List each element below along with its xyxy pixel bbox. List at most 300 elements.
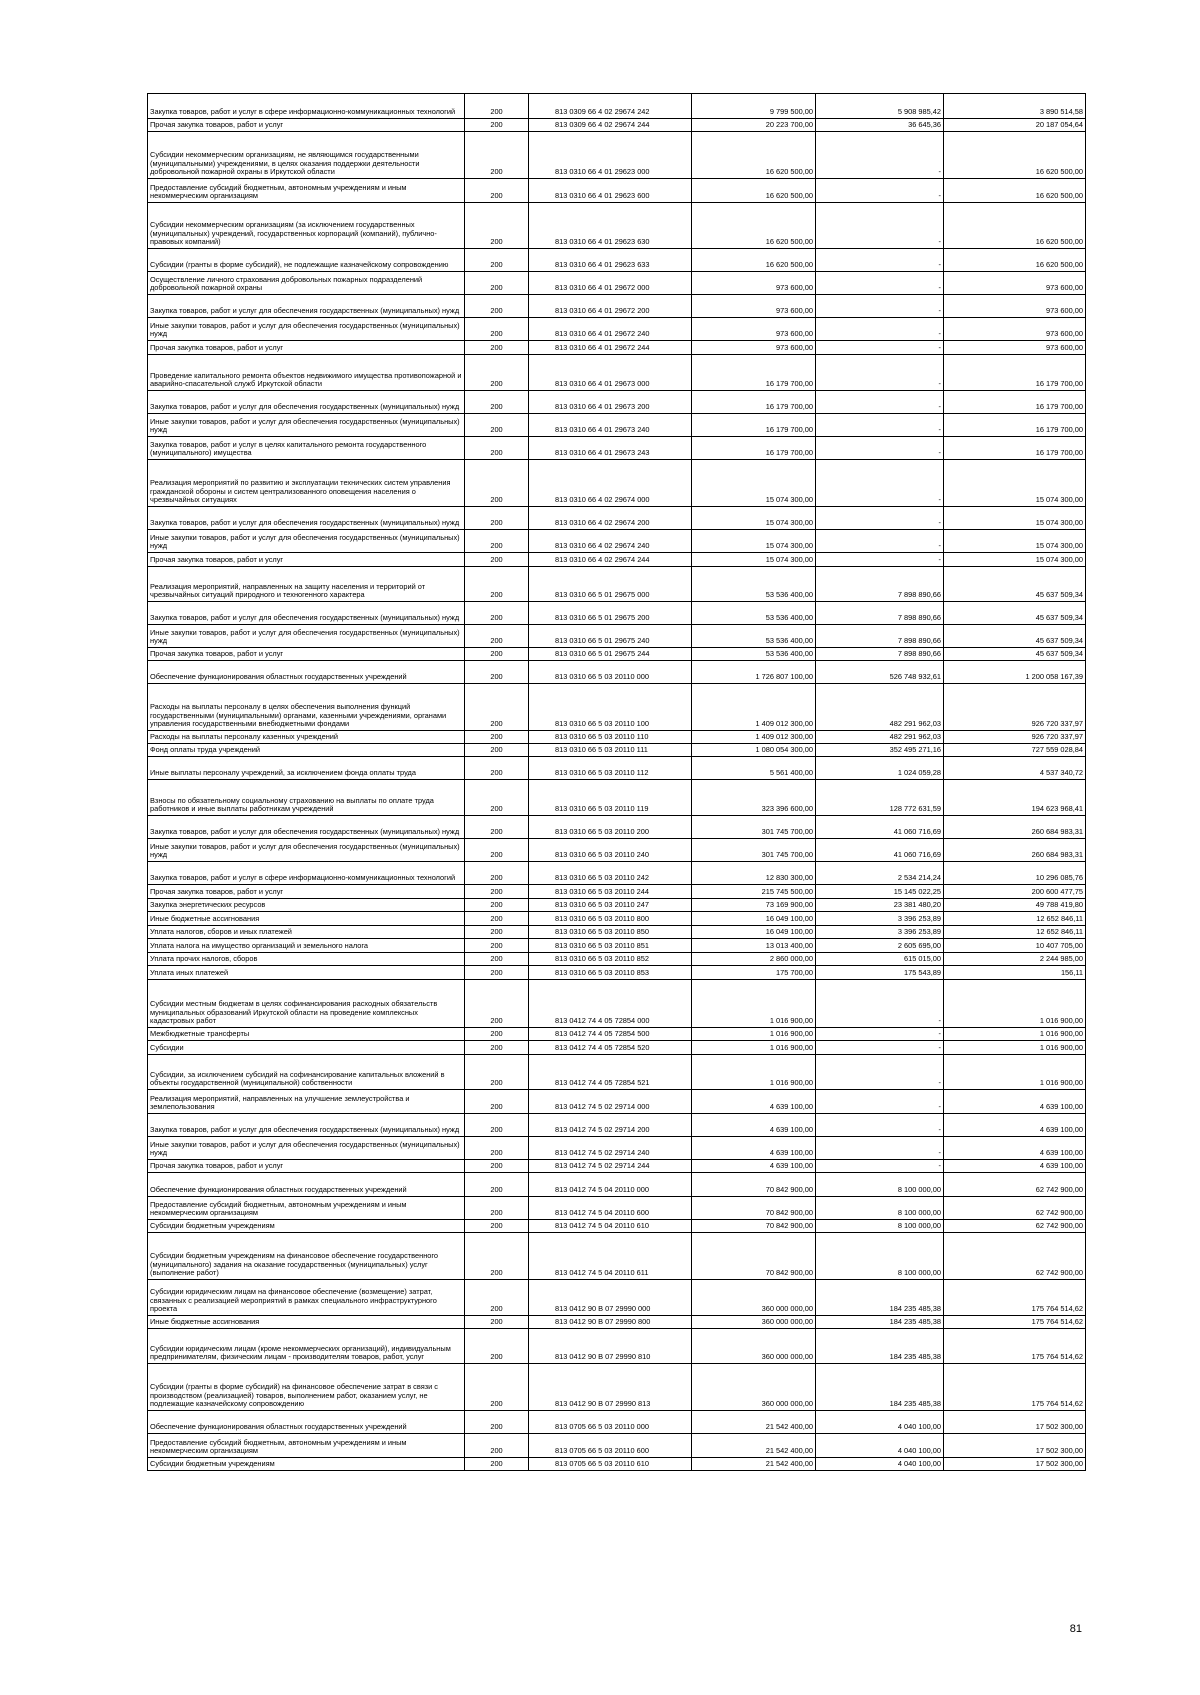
- row-name: Закупка товаров, работ и услуг для обеспечения государственных (муниципальных) нужд: [148, 391, 465, 414]
- row-approved-amount: 15 074 300,00: [692, 553, 816, 567]
- row-approved-amount: 53 536 400,00: [692, 602, 816, 625]
- row-name: Закупка товаров, работ и услуг для обеспечения государственных (муниципальных) нужд: [148, 295, 465, 318]
- row-remaining-amount: 45 637 509,34: [944, 567, 1086, 602]
- row-name: Фонд оплаты труда учреждений: [148, 744, 465, 757]
- row-executed-amount: -: [816, 272, 944, 295]
- row-remaining-amount: 1 016 900,00: [944, 1028, 1086, 1041]
- row-approved-amount: 360 000 000,00: [692, 1364, 816, 1411]
- row-code: 200: [465, 1458, 529, 1471]
- row-approved-amount: 70 842 900,00: [692, 1220, 816, 1233]
- row-remaining-amount: 973 600,00: [944, 272, 1086, 295]
- row-approved-amount: 1 016 900,00: [692, 1055, 816, 1090]
- row-remaining-amount: 1 200 058 167,39: [944, 661, 1086, 684]
- row-budget-code: 813 0412 90 В 07 29990 813: [529, 1364, 692, 1411]
- table-row: [148, 839, 1086, 862]
- table-row: [148, 530, 1086, 553]
- row-executed-amount: 482 291 962,03: [816, 684, 944, 731]
- row-executed-amount: -: [816, 391, 944, 414]
- row-approved-amount: 360 000 000,00: [692, 1329, 816, 1364]
- row-budget-code: 813 0310 66 5 03 20110 853: [529, 966, 692, 980]
- table-row: [148, 661, 1086, 684]
- row-remaining-amount: 15 074 300,00: [944, 460, 1086, 507]
- row-code: 200: [465, 980, 529, 1028]
- row-code: 200: [465, 816, 529, 839]
- row-approved-amount: 15 074 300,00: [692, 460, 816, 507]
- row-budget-code: 813 0310 66 4 01 29623 600: [529, 179, 692, 203]
- table-row: [148, 1411, 1086, 1434]
- row-executed-amount: -: [816, 530, 944, 553]
- row-executed-amount: 4 040 100,00: [816, 1434, 944, 1458]
- row-remaining-amount: 16 179 700,00: [944, 437, 1086, 460]
- row-remaining-amount: 15 074 300,00: [944, 507, 1086, 530]
- table-row: [148, 341, 1086, 355]
- row-name: Реализация мероприятий, направленных на улучшение землеустройства и землепользования: [148, 1090, 465, 1114]
- table-row: [148, 203, 1086, 249]
- table-row: [148, 132, 1086, 179]
- row-budget-code: 813 0310 66 4 01 29623 630: [529, 203, 692, 249]
- row-name: Уплата налогов, сборов и иных платежей: [148, 926, 465, 939]
- row-executed-amount: 482 291 962,03: [816, 731, 944, 744]
- row-budget-code: 813 0310 66 4 02 29674 244: [529, 553, 692, 567]
- row-remaining-amount: 15 074 300,00: [944, 530, 1086, 553]
- row-executed-amount: -: [816, 553, 944, 567]
- row-budget-code: 813 0310 66 4 01 29672 240: [529, 318, 692, 341]
- row-budget-code: 813 0310 66 5 03 20110 200: [529, 816, 692, 839]
- table-row: [148, 1028, 1086, 1041]
- row-code: 200: [465, 249, 529, 272]
- row-name: Иные закупки товаров, работ и услуг для обеспечения государственных (муниципальных) нужд: [148, 414, 465, 437]
- row-remaining-amount: 17 502 300,00: [944, 1434, 1086, 1458]
- row-approved-amount: 73 169 900,00: [692, 899, 816, 912]
- row-executed-amount: 5 908 985,42: [816, 94, 944, 119]
- page-number: 81: [1069, 1623, 1082, 1635]
- row-remaining-amount: 260 684 983,31: [944, 839, 1086, 862]
- row-code: 200: [465, 744, 529, 757]
- row-name: Закупка товаров, работ и услуг для обеспечения государственных (муниципальных) нужд: [148, 507, 465, 530]
- table-row: [148, 912, 1086, 926]
- row-code: 200: [465, 1090, 529, 1114]
- row-remaining-amount: 2 244 985,00: [944, 953, 1086, 966]
- table-row: [148, 966, 1086, 980]
- row-remaining-amount: 62 742 900,00: [944, 1233, 1086, 1280]
- row-code: 200: [465, 553, 529, 567]
- row-executed-amount: -: [816, 203, 944, 249]
- row-executed-amount: -: [816, 980, 944, 1028]
- row-code: 200: [465, 602, 529, 625]
- row-executed-amount: -: [816, 1160, 944, 1173]
- row-approved-amount: 53 536 400,00: [692, 567, 816, 602]
- row-name: Закупка товаров, работ и услуг в целях капитального ремонта государственного (муниципального) имущества: [148, 437, 465, 460]
- row-budget-code: 813 0310 66 5 03 20110 851: [529, 939, 692, 953]
- row-name: Обеспечение функционирования областных государственных учреждений: [148, 661, 465, 684]
- row-remaining-amount: 45 637 509,34: [944, 602, 1086, 625]
- row-approved-amount: 973 600,00: [692, 272, 816, 295]
- table-row: [148, 1055, 1086, 1090]
- row-budget-code: 813 0310 66 5 03 20110 800: [529, 912, 692, 926]
- row-approved-amount: 13 013 400,00: [692, 939, 816, 953]
- table-body: [148, 94, 1086, 1471]
- row-remaining-amount: 45 637 509,34: [944, 648, 1086, 661]
- row-name: Закупка товаров, работ и услуг для обеспечения государственных (муниципальных) нужд: [148, 816, 465, 839]
- row-remaining-amount: 175 764 514,62: [944, 1316, 1086, 1329]
- row-code: 200: [465, 119, 529, 132]
- row-approved-amount: 1 016 900,00: [692, 980, 816, 1028]
- table-row: [148, 1220, 1086, 1233]
- row-approved-amount: 16 049 100,00: [692, 926, 816, 939]
- row-executed-amount: -: [816, 318, 944, 341]
- row-approved-amount: 973 600,00: [692, 341, 816, 355]
- row-approved-amount: 15 074 300,00: [692, 507, 816, 530]
- row-code: 200: [465, 318, 529, 341]
- row-executed-amount: 184 235 485,38: [816, 1316, 944, 1329]
- row-approved-amount: 70 842 900,00: [692, 1233, 816, 1280]
- row-approved-amount: 323 396 600,00: [692, 780, 816, 816]
- row-executed-amount: -: [816, 179, 944, 203]
- row-executed-amount: 352 495 271,16: [816, 744, 944, 757]
- row-budget-code: 813 0310 66 5 03 20110 119: [529, 780, 692, 816]
- row-approved-amount: 5 561 400,00: [692, 757, 816, 780]
- row-budget-code: 813 0412 90 В 07 29990 810: [529, 1329, 692, 1364]
- row-approved-amount: 4 639 100,00: [692, 1137, 816, 1160]
- row-name: Субсидии: [148, 1041, 465, 1055]
- row-name: Реализация мероприятий по развитию и эксплуатации технических систем управления гражданской обороны и систем централизованного оповещения населения о чрезвычайных ситуациях: [148, 460, 465, 507]
- row-remaining-amount: 15 074 300,00: [944, 553, 1086, 567]
- row-name: Субсидии бюджетным учреждениям: [148, 1458, 465, 1471]
- row-remaining-amount: 175 764 514,62: [944, 1280, 1086, 1316]
- row-code: 200: [465, 1197, 529, 1220]
- row-budget-code: 813 0310 66 5 03 20110 000: [529, 661, 692, 684]
- table-row: [148, 179, 1086, 203]
- row-name: Иные выплаты персоналу учреждений, за исключением фонда оплаты труда: [148, 757, 465, 780]
- row-remaining-amount: 4 639 100,00: [944, 1160, 1086, 1173]
- row-remaining-amount: 45 637 509,34: [944, 625, 1086, 648]
- row-code: 200: [465, 1114, 529, 1137]
- table-row: [148, 648, 1086, 661]
- row-code: 200: [465, 1233, 529, 1280]
- row-executed-amount: -: [816, 295, 944, 318]
- row-name: Субсидии (гранты в форме субсидий), не подлежащие казначейскому сопровождению: [148, 249, 465, 272]
- row-remaining-amount: 156,11: [944, 966, 1086, 980]
- row-executed-amount: 184 235 485,38: [816, 1329, 944, 1364]
- table-row: [148, 1197, 1086, 1220]
- row-budget-code: 813 0412 74 5 02 29714 240: [529, 1137, 692, 1160]
- row-approved-amount: 973 600,00: [692, 295, 816, 318]
- row-approved-amount: 16 620 500,00: [692, 203, 816, 249]
- row-code: 200: [465, 862, 529, 885]
- row-remaining-amount: 17 502 300,00: [944, 1458, 1086, 1471]
- row-remaining-amount: 4 639 100,00: [944, 1137, 1086, 1160]
- table-row: [148, 953, 1086, 966]
- row-code: 200: [465, 926, 529, 939]
- row-code: 200: [465, 1364, 529, 1411]
- row-approved-amount: 53 536 400,00: [692, 648, 816, 661]
- row-executed-amount: -: [816, 1028, 944, 1041]
- row-name: Прочая закупка товаров, работ и услуг: [148, 1160, 465, 1173]
- row-executed-amount: 8 100 000,00: [816, 1233, 944, 1280]
- row-remaining-amount: 20 187 054,64: [944, 119, 1086, 132]
- row-code: 200: [465, 391, 529, 414]
- table-row: [148, 1316, 1086, 1329]
- row-name: Закупка товаров, работ и услуг в сфере информационно-коммуникационных технологий: [148, 862, 465, 885]
- row-executed-amount: -: [816, 1090, 944, 1114]
- row-budget-code: 813 0412 74 5 04 20110 000: [529, 1173, 692, 1197]
- row-executed-amount: -: [816, 507, 944, 530]
- row-name: Прочая закупка товаров, работ и услуг: [148, 341, 465, 355]
- row-remaining-amount: 260 684 983,31: [944, 816, 1086, 839]
- row-executed-amount: -: [816, 437, 944, 460]
- row-executed-amount: 8 100 000,00: [816, 1173, 944, 1197]
- row-remaining-amount: 1 016 900,00: [944, 1041, 1086, 1055]
- row-code: 200: [465, 1160, 529, 1173]
- row-budget-code: 813 0412 74 5 02 29714 244: [529, 1160, 692, 1173]
- row-approved-amount: 20 223 700,00: [692, 119, 816, 132]
- row-approved-amount: 9 799 500,00: [692, 94, 816, 119]
- row-executed-amount: 8 100 000,00: [816, 1220, 944, 1233]
- row-code: 200: [465, 912, 529, 926]
- row-code: 200: [465, 731, 529, 744]
- row-name: Иные закупки товаров, работ и услуг для обеспечения государственных (муниципальных) нужд: [148, 839, 465, 862]
- row-budget-code: 813 0705 66 5 03 20110 610: [529, 1458, 692, 1471]
- row-executed-amount: 526 748 932,61: [816, 661, 944, 684]
- row-name: Обеспечение функционирования областных государственных учреждений: [148, 1173, 465, 1197]
- row-code: 200: [465, 953, 529, 966]
- row-code: 200: [465, 507, 529, 530]
- row-budget-code: 813 0310 66 4 02 29674 240: [529, 530, 692, 553]
- row-approved-amount: 4 639 100,00: [692, 1114, 816, 1137]
- row-name: Закупка товаров, работ и услуг для обеспечения государственных (муниципальных) нужд: [148, 602, 465, 625]
- row-name: Закупка товаров, работ и услуг для обеспечения государственных (муниципальных) нужд: [148, 1114, 465, 1137]
- row-budget-code: 813 0412 74 5 04 20110 610: [529, 1220, 692, 1233]
- row-executed-amount: 7 898 890,66: [816, 602, 944, 625]
- row-budget-code: 813 0310 66 5 03 20110 850: [529, 926, 692, 939]
- row-approved-amount: 1 016 900,00: [692, 1041, 816, 1055]
- row-budget-code: 813 0310 66 5 03 20110 240: [529, 839, 692, 862]
- row-budget-code: 813 0412 90 В 07 29990 000: [529, 1280, 692, 1316]
- table-row: [148, 780, 1086, 816]
- row-executed-amount: 41 060 716,69: [816, 816, 944, 839]
- row-approved-amount: 16 179 700,00: [692, 437, 816, 460]
- table-row: [148, 899, 1086, 912]
- table-row: [148, 1173, 1086, 1197]
- row-remaining-amount: 10 407 705,00: [944, 939, 1086, 953]
- row-executed-amount: -: [816, 132, 944, 179]
- row-name: Предоставление субсидий бюджетным, автономным учреждениям и иным некоммерческим организациям: [148, 1197, 465, 1220]
- row-code: 200: [465, 355, 529, 391]
- row-budget-code: 813 0310 66 4 01 29673 200: [529, 391, 692, 414]
- table-row: [148, 1434, 1086, 1458]
- row-budget-code: 813 0412 74 4 05 72854 500: [529, 1028, 692, 1041]
- row-code: 200: [465, 295, 529, 318]
- row-executed-amount: 7 898 890,66: [816, 567, 944, 602]
- row-name: Обеспечение функционирования областных государственных учреждений: [148, 1411, 465, 1434]
- row-approved-amount: 21 542 400,00: [692, 1434, 816, 1458]
- row-name: Субсидии некоммерческим организациям (за исключением государственных (муниципальных) учреждений, государственных корпораций (компаний), публично-правовых компаний): [148, 203, 465, 249]
- table-row: [148, 249, 1086, 272]
- table-row: [148, 816, 1086, 839]
- table-row: [148, 602, 1086, 625]
- row-remaining-amount: 727 559 028,84: [944, 744, 1086, 757]
- row-executed-amount: -: [816, 1055, 944, 1090]
- row-remaining-amount: 10 296 085,76: [944, 862, 1086, 885]
- row-name: Прочая закупка товаров, работ и услуг: [148, 553, 465, 567]
- row-code: 200: [465, 341, 529, 355]
- row-executed-amount: 15 145 022,25: [816, 885, 944, 899]
- row-name: Проведение капитального ремонта объектов недвижимого имущества противопожарной и аварийно-спасательной служб Иркутской области: [148, 355, 465, 391]
- table-row: [148, 119, 1086, 132]
- row-budget-code: 813 0310 66 4 02 29674 200: [529, 507, 692, 530]
- row-name: Межбюджетные трансферты: [148, 1028, 465, 1041]
- table-row: [148, 757, 1086, 780]
- row-code: 200: [465, 437, 529, 460]
- row-budget-code: 813 0310 66 5 03 20110 244: [529, 885, 692, 899]
- row-budget-code: 813 0310 66 5 01 29675 240: [529, 625, 692, 648]
- row-remaining-amount: 175 764 514,62: [944, 1329, 1086, 1364]
- row-approved-amount: 16 179 700,00: [692, 414, 816, 437]
- row-remaining-amount: 16 620 500,00: [944, 179, 1086, 203]
- table-row: [148, 355, 1086, 391]
- row-approved-amount: 1 726 807 100,00: [692, 661, 816, 684]
- row-remaining-amount: 3 890 514,58: [944, 94, 1086, 119]
- row-budget-code: 813 0310 66 5 03 20110 111: [529, 744, 692, 757]
- row-approved-amount: 16 620 500,00: [692, 249, 816, 272]
- row-budget-code: 813 0412 90 В 07 29990 800: [529, 1316, 692, 1329]
- row-executed-amount: -: [816, 414, 944, 437]
- row-remaining-amount: 973 600,00: [944, 341, 1086, 355]
- row-name: Субсидии местным бюджетам в целях софинансирования расходных обязательств муниципальных образований Иркутской области на проведение комплексных кадастровых работ: [148, 980, 465, 1028]
- row-remaining-amount: 973 600,00: [944, 295, 1086, 318]
- row-code: 200: [465, 684, 529, 731]
- table-row: [148, 318, 1086, 341]
- row-budget-code: 813 0310 66 4 01 29623 633: [529, 249, 692, 272]
- row-approved-amount: 70 842 900,00: [692, 1197, 816, 1220]
- table-row: [148, 625, 1086, 648]
- row-remaining-amount: 16 620 500,00: [944, 132, 1086, 179]
- table-row: [148, 507, 1086, 530]
- row-remaining-amount: 62 742 900,00: [944, 1173, 1086, 1197]
- row-code: 200: [465, 1028, 529, 1041]
- row-budget-code: 813 0310 66 4 02 29674 000: [529, 460, 692, 507]
- row-code: 200: [465, 414, 529, 437]
- row-approved-amount: 70 842 900,00: [692, 1173, 816, 1197]
- row-code: 200: [465, 661, 529, 684]
- row-executed-amount: -: [816, 341, 944, 355]
- row-approved-amount: 16 049 100,00: [692, 912, 816, 926]
- row-name: Субсидии, за исключением субсидий на софинансирование капитальных вложений в объекты государственной (муниципальной) собственности: [148, 1055, 465, 1090]
- row-approved-amount: 21 542 400,00: [692, 1411, 816, 1434]
- table-row: [148, 1458, 1086, 1471]
- row-code: 200: [465, 1041, 529, 1055]
- row-name: Уплата прочих налогов, сборов: [148, 953, 465, 966]
- row-executed-amount: 3 396 253,89: [816, 912, 944, 926]
- row-name: Иные закупки товаров, работ и услуг для обеспечения государственных (муниципальных) нужд: [148, 318, 465, 341]
- table-row: [148, 567, 1086, 602]
- row-remaining-amount: 926 720 337,97: [944, 684, 1086, 731]
- row-name: Закупка энергетических ресурсов: [148, 899, 465, 912]
- row-approved-amount: 360 000 000,00: [692, 1316, 816, 1329]
- row-approved-amount: 16 179 700,00: [692, 391, 816, 414]
- row-approved-amount: 21 542 400,00: [692, 1458, 816, 1471]
- row-name: Субсидии (гранты в форме субсидий) на финансовое обеспечение затрат в связи с производством (реализацией) товаров, выполнением работ, оказанием услуг, не подлежащие казначейскому сопровождению: [148, 1364, 465, 1411]
- row-executed-amount: 128 772 631,59: [816, 780, 944, 816]
- table-row: [148, 1160, 1086, 1173]
- row-code: 200: [465, 625, 529, 648]
- row-code: 200: [465, 1411, 529, 1434]
- table-row: [148, 744, 1086, 757]
- row-executed-amount: 615 015,00: [816, 953, 944, 966]
- row-approved-amount: 301 745 700,00: [692, 816, 816, 839]
- row-name: Субсидии юридическим лицам на финансовое обеспечение (возмещение) затрат, связанных с реализацией мероприятий в рамках специального инфраструктурного проекта: [148, 1280, 465, 1316]
- table-row: [148, 414, 1086, 437]
- row-approved-amount: 12 830 300,00: [692, 862, 816, 885]
- row-budget-code: 813 0705 66 5 03 20110 600: [529, 1434, 692, 1458]
- table-row: [148, 1329, 1086, 1364]
- row-name: Иные бюджетные ассигнования: [148, 1316, 465, 1329]
- row-budget-code: 813 0310 66 4 01 29673 243: [529, 437, 692, 460]
- row-executed-amount: 184 235 485,38: [816, 1280, 944, 1316]
- row-approved-amount: 15 074 300,00: [692, 530, 816, 553]
- row-approved-amount: 1 016 900,00: [692, 1028, 816, 1041]
- row-remaining-amount: 4 537 340,72: [944, 757, 1086, 780]
- row-approved-amount: 53 536 400,00: [692, 625, 816, 648]
- table-row: [148, 926, 1086, 939]
- row-remaining-amount: 194 623 968,41: [944, 780, 1086, 816]
- table-row: [148, 1090, 1086, 1114]
- row-budget-code: 813 0705 66 5 03 20110 000: [529, 1411, 692, 1434]
- row-code: 200: [465, 1329, 529, 1364]
- row-executed-amount: -: [816, 249, 944, 272]
- table-row: [148, 460, 1086, 507]
- row-remaining-amount: 4 639 100,00: [944, 1090, 1086, 1114]
- row-budget-code: 813 0310 66 5 03 20110 100: [529, 684, 692, 731]
- row-code: 200: [465, 94, 529, 119]
- row-approved-amount: 16 620 500,00: [692, 179, 816, 203]
- row-code: 200: [465, 272, 529, 295]
- row-name: Субсидии бюджетным учреждениям на финансовое обеспечение государственного (муниципального) задания на оказание государственных (муниципальных) услуг (выполнение работ): [148, 1233, 465, 1280]
- row-code: 200: [465, 132, 529, 179]
- row-executed-amount: 23 381 480,20: [816, 899, 944, 912]
- row-remaining-amount: 200 600 477,75: [944, 885, 1086, 899]
- row-approved-amount: 360 000 000,00: [692, 1280, 816, 1316]
- row-remaining-amount: 16 179 700,00: [944, 414, 1086, 437]
- table-row: [148, 939, 1086, 953]
- row-remaining-amount: 12 652 846,11: [944, 926, 1086, 939]
- row-approved-amount: 215 745 500,00: [692, 885, 816, 899]
- table-row: [148, 684, 1086, 731]
- row-executed-amount: -: [816, 355, 944, 391]
- row-approved-amount: 1 409 012 300,00: [692, 684, 816, 731]
- row-name: Уплата иных платежей: [148, 966, 465, 980]
- row-remaining-amount: 1 016 900,00: [944, 980, 1086, 1028]
- row-executed-amount: 175 543,89: [816, 966, 944, 980]
- row-code: 200: [465, 1316, 529, 1329]
- row-budget-code: 813 0310 66 4 01 29623 000: [529, 132, 692, 179]
- row-budget-code: 813 0310 66 5 01 29675 244: [529, 648, 692, 661]
- row-budget-code: 813 0310 66 4 01 29673 240: [529, 414, 692, 437]
- row-executed-amount: 3 396 253,89: [816, 926, 944, 939]
- row-name: Субсидии юридическим лицам (кроме некоммерческих организаций), индивидуальным предпринимателям, физическим лицам - производителям товаров, работ, услуг: [148, 1329, 465, 1364]
- row-approved-amount: 973 600,00: [692, 318, 816, 341]
- row-code: 200: [465, 179, 529, 203]
- row-code: 200: [465, 839, 529, 862]
- row-name: Расходы на выплаты персоналу казенных учреждений: [148, 731, 465, 744]
- row-code: 200: [465, 648, 529, 661]
- row-budget-code: 813 0412 74 5 04 20110 611: [529, 1233, 692, 1280]
- row-budget-code: 813 0412 74 4 05 72854 521: [529, 1055, 692, 1090]
- row-remaining-amount: 175 764 514,62: [944, 1364, 1086, 1411]
- table-row: [148, 1137, 1086, 1160]
- row-budget-code: 813 0310 66 5 03 20110 852: [529, 953, 692, 966]
- table-row: [148, 980, 1086, 1028]
